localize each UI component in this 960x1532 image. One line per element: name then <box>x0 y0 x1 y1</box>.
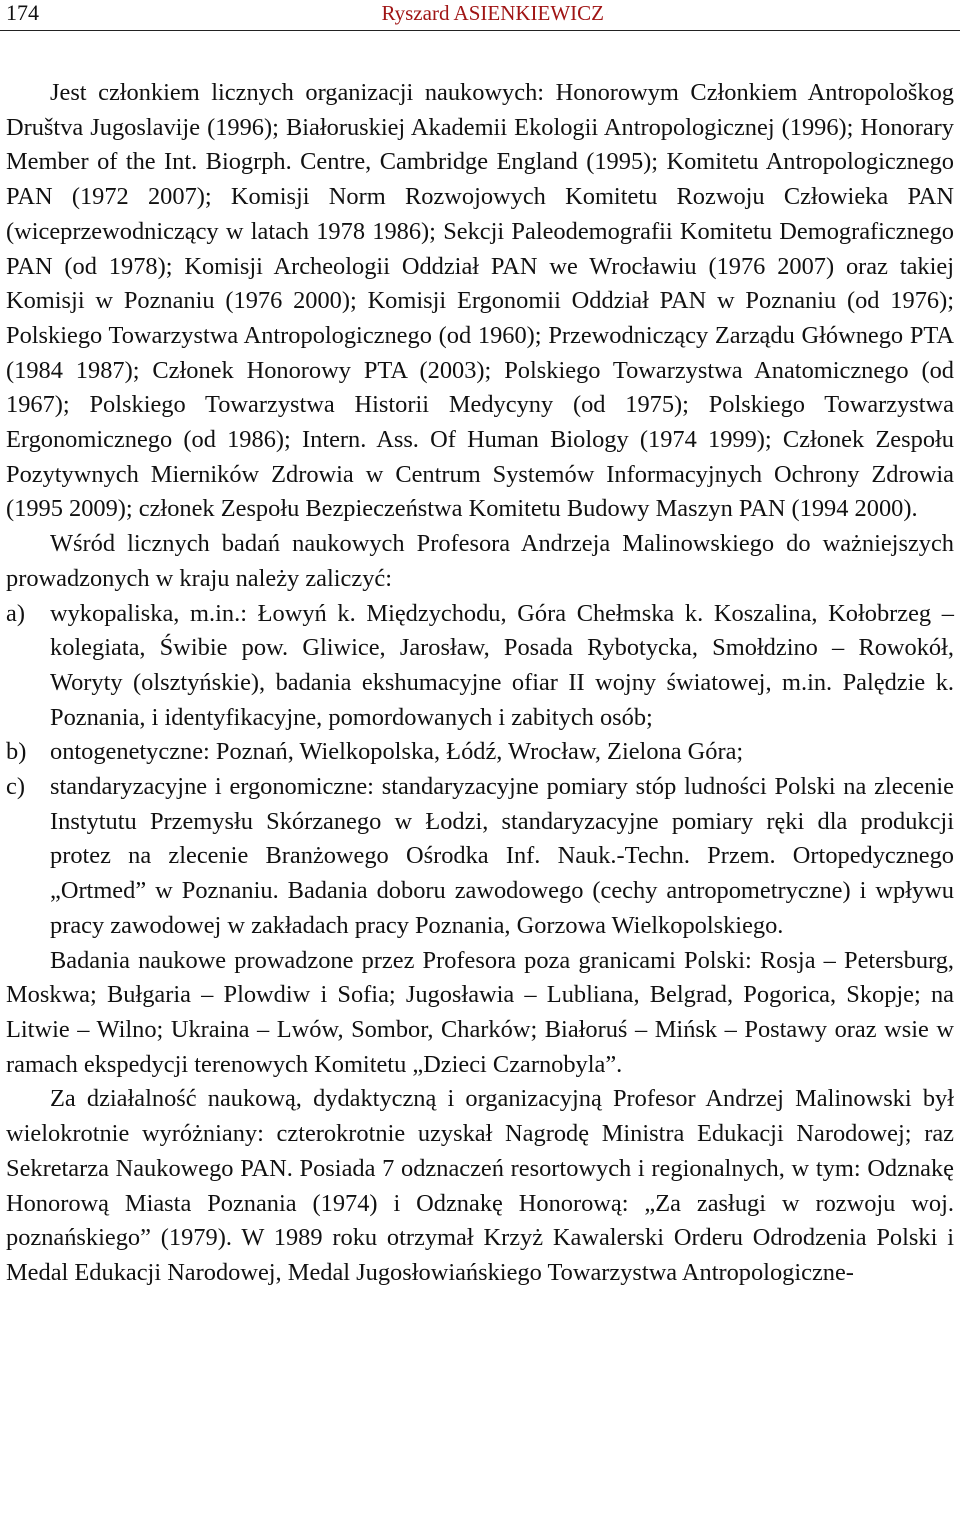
paragraph-memberships: Jest członkiem licznych organizacji naukowych: Honorowym Członkiem Antropološkog Društva Jugoslavije (1996); Białoruskiej Akademii Ekologii Antropologicznej (1996); Honorary Member of the Int. Biogrph. Centre, Cambridge England (1995); Komitetu Antropologicznego PAN (1972 2007); Komisji Norm Rozwojowych Komitetu Rozwoju Człowieka PAN (wiceprzewodniczący w latach 1978 1986); Sekcji Paleodemografii Komitetu Demograficznego PAN (od 1978); Komisji Archeologii Oddział PAN we Wrocławiu (1976 2007) oraz takiej Komisji w Poznaniu (1976 2000); Komisji Ergonomii Oddział PAN w Poznaniu (od 1976); Polskiego Towarzystwa Antropologicznego (od 1960); Przewodniczący Zarządu Głównego PTA (1984 1987); Członek Honorowy PTA (2003); Polskiego Towarzystwa Anatomicznego (od 1967); Polskiego Towarzystwa Historii Medycyny (od 1975); Polskiego Towarzystwa Ergonomicznego (od 1986); Intern. Ass. Of Human Biology (1974 1999); Członek Zespołu Pozytywnych Mierników Zdrowia w Centrum Systemów Informacyjnych Ochrony Zdrowia (1995 2009); członek Zespołu Bezpieczeństwa Komitetu Budowy Maszyn PAN (1994 2000). <box>6 79 954 523</box>
page-number: 174 <box>6 0 39 25</box>
list-item <box>6 735 954 770</box>
list-marker: a) <box>6 599 25 627</box>
list-marker: b) <box>6 738 27 766</box>
list-item-text: ontogenetyczne: Poznań, Wielkopolska, Łódź, Wrocław, Zielona Góra; <box>50 738 744 766</box>
research-list <box>6 597 954 944</box>
paragraph-awards: Za działalność naukową, dydaktyczną i organizacyjną Profesor Andrzej Malinowski był wielokrotnie wyróżniany: czterokrotnie uzyskał Nagrodę Ministra Edukacji Narodowej; raz Sekretarza Naukowego PAN. Posiada 7 odznaczeń resortowych i regionalnych, w tym: Odznakę Honorową Miasta Poznania (1974) i Odznakę Honorową: „Za zasługi w rozwoju woj. poznańskiego” (1979). W 1989 roku otrzymał Krzyż Kawalerski Orderu Odrodzenia Polski i Medal Edukacji Narodowej, Medal Jugosłowiańskiego Towarzystwa Antropologiczne- <box>6 1085 954 1286</box>
list-item-text: wykopaliska, m.in.: Łowyń k. Międzychodu, Góra Chełmska k. Koszalina, Kołobrzeg – kolegiata, Świbie pow. Gliwice, Jarosław, Posada Rybotycka, Smołdzino – Rowokół, Woryty (olsztyńskie), badania ekshumacyjne ofiar II wojny światowej, m.in. Palędzie k. Poznania, i identyfikacyjne, pomordowanych i zabitych osób; <box>50 599 954 731</box>
page-header <box>0 0 960 31</box>
list-item <box>6 597 954 736</box>
running-title: Ryszard ASIENKIEWICZ <box>381 1 604 25</box>
list-item <box>6 770 954 944</box>
list-item-text: standaryzacyjne i ergonomiczne: standaryzacyjne pomiary stóp ludności Polski na zlecenie Instytutu Przemysłu Skórzanego w Łodzi, standaryzacyjne pomiary ręki dla produkcji protez na zlecenie Branżowego Ośrodka Inf. Nauk.-Techn. Przem. Ortopedycznego „Ortmed” w Poznaniu. Badania doboru zawodowego (cechy antropometryczne) i wpływu pracy zawodowej w zakładach pracy Poznania, Gorzowa Wielkopolskiego. <box>50 773 954 939</box>
page-body <box>6 76 954 1291</box>
paragraph-research-intro: Wśród licznych badań naukowych Profesora Andrzeja Malinowskiego do ważniejszych prowadzonych w kraju należy zaliczyć: <box>6 530 954 592</box>
paragraph-foreign-research: Badania naukowe prowadzone przez Profesora poza granicami Polski: Rosja – Petersburg, Moskwa; Bułgaria – Plowdiw i Sofia; Jugosławia – Lubliana, Belgrad, Pogorica, Skopje; na Litwie – Wilno; Ukraina – Lwów, Sombor, Charków; Białoruś – Mińsk – Postawy oraz wsie w ramach ekspedycji terenowych Komitetu „Dzieci Czarnobyla”. <box>6 946 954 1078</box>
list-marker: c) <box>6 773 25 801</box>
